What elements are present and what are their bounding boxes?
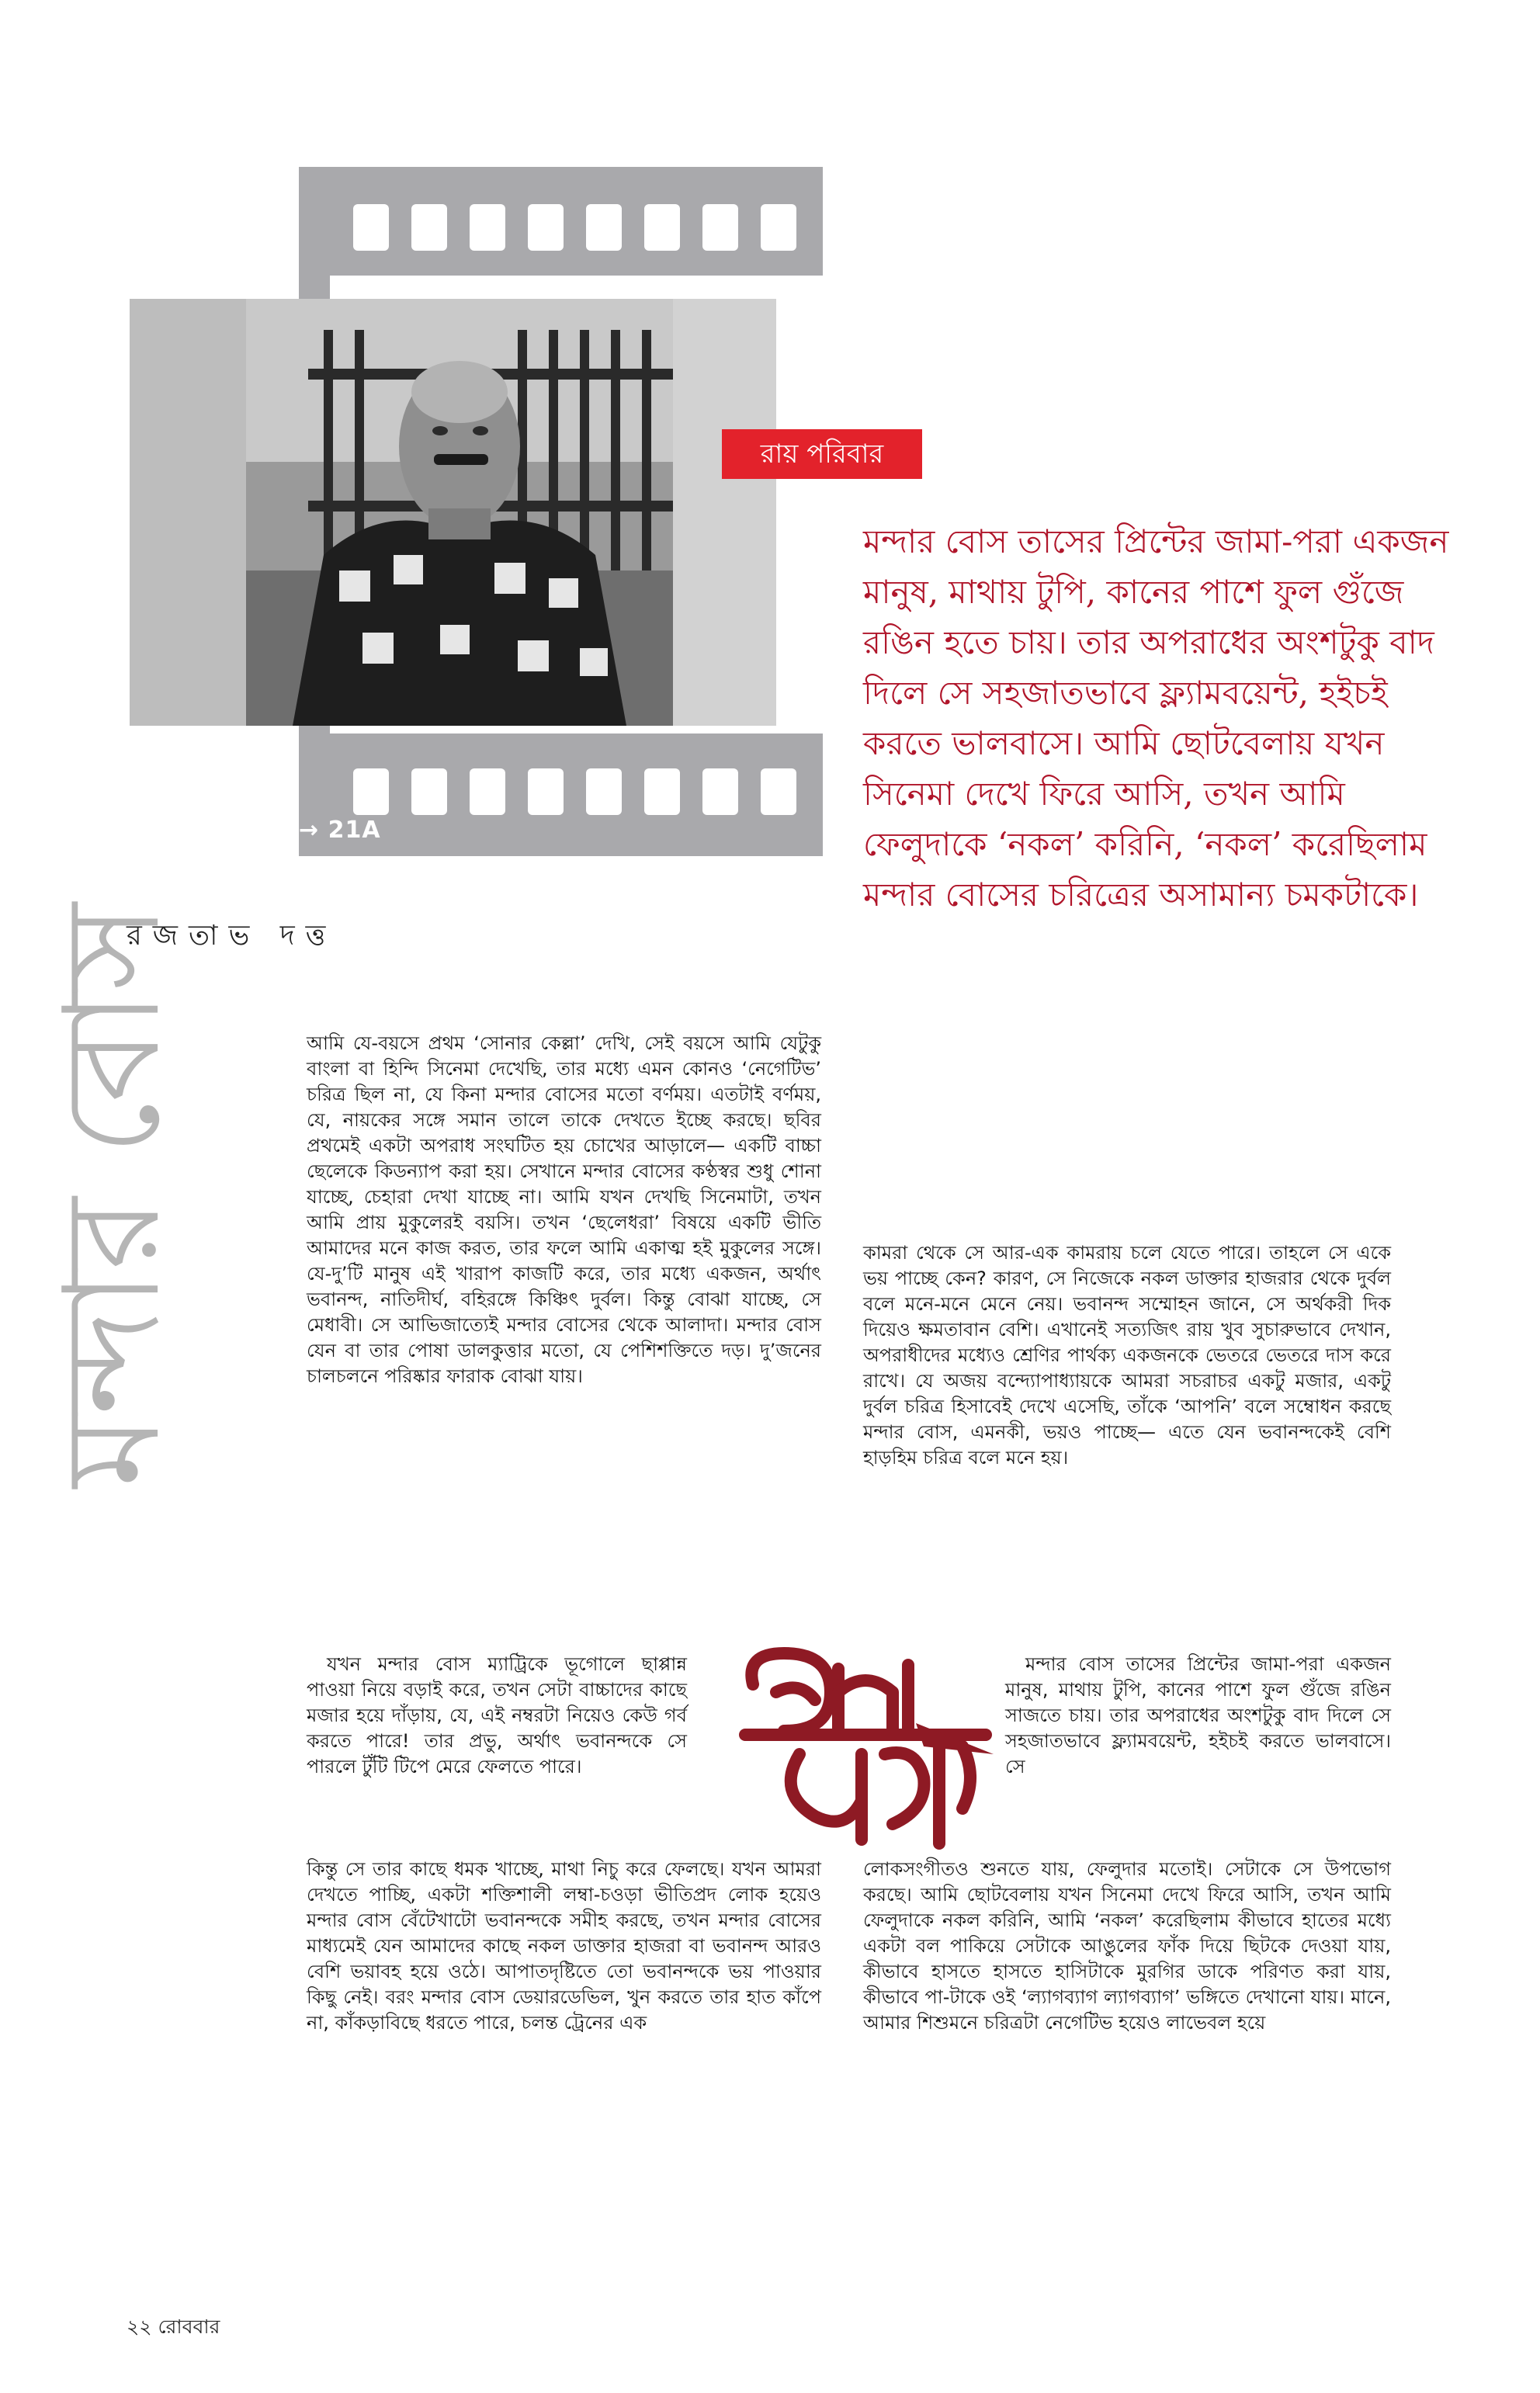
pull-quote: মন্দার বোস তাসের প্রিন্টের জামা-পরা একজন মানুষ, মাথায় টুপি, কানের পাশে ফুল গুঁজে রঙিন হতে চায়। তার অপরাধের অংশটুকু বাদ দিলে সে সহজাতভাবে ফ্ল্যামবয়েন্ট, হইচই করতে ভালবাসে। আমি ছোটবেলায় যখন সিনেমা দেখে ফিরে আসি, তখন আমি ফেলুদাকে ‘নকল’ করিনি, ‘নকল’ করেছিলাম মন্দার বোসের চরিত্রের অসামান্য চমকটাকে।: [863, 522, 1449, 914]
body-column-left-middle: [307, 1652, 687, 1780]
film-sprocket: [470, 204, 505, 251]
film-sprocket: [528, 204, 564, 251]
author-byline: রজতাভ দত্ত: [127, 920, 337, 952]
film-sprocket: [411, 204, 447, 251]
film-sprocket: [644, 204, 680, 251]
page-folio: ২২ রোববার: [127, 2315, 220, 2338]
film-sprocket: [586, 204, 622, 251]
article-title: মন্দার বোস: [36, 903, 189, 1488]
body-paragraph: মন্দার বোস তাসের প্রিন্টের জামা-পরা একজন মানুষ, মাথায় টুপি, কানের পাশে ফুল গুঁজে রঙিন সাজতে চায়। তার অপরাধের অংশটুকু বাদ দিলে সে সহজাতভাবে ফ্ল্যামবয়েন্ট, হইচই করতে ভালবাসে। সে: [1005, 1653, 1391, 1777]
film-sprocket: [353, 768, 389, 815]
film-sprocket: [761, 768, 796, 815]
body-column-right-middle: [1005, 1652, 1391, 1780]
sonar-kella-logo: [730, 1638, 1001, 1863]
section-tag: রায় পরিবার: [722, 429, 922, 479]
body-column-right-top: [863, 1240, 1391, 1471]
film-sprocket: [586, 768, 622, 815]
film-sprocket: [702, 768, 738, 815]
film-sprocket: [644, 768, 680, 815]
body-paragraph: কামরা থেকে সে আর-এক কামরায় চলে যেতে পারে। তাহলে সে একে ভয় পাচ্ছে কেন? কারণ, সে নিজেকে নকল ডাক্তার হাজরার থেকে দুর্বল বলে মনে-মনে মেনে নেয়। ভবানন্দ সম্মোহন জানে, সে অর্থকরী দিক দিয়েও ক্ষমতাবান বেশি। এখানেই সত্যজিৎ রায় খুব সুচারুভাবে দেখান, অপরাধীদের মধ্যেও শ্রেণির পার্থক্য একজনকে ভেতরে ভেতরে দাস করে রাখে। যে অজয় বন্দ্যোপাধ্যায়কে আমরা সচরাচর একটু মজার, একটু দুর্বল চরিত্র হিসাবেই দেখে এসেছি, তাঁকে ‘আপনি’ বলে সম্বোধন করছে মন্দার বোস, এমনকী, ভয়ও পাচ্ছে— এতে যেন ভবানন্দকেই বেশি হাড়হিম চরিত্র বলে মনে হয়।: [863, 1242, 1391, 1469]
actor-photo-image: [130, 299, 776, 726]
film-sprocket: [470, 768, 505, 815]
body-column-left-bottom: [307, 1857, 821, 2036]
body-column-right-bottom: [863, 1857, 1391, 2036]
film-sprocket: [411, 768, 447, 815]
actor-photo: [130, 299, 776, 726]
body-paragraph: কিন্তু সে তার কাছে ধমক খাচ্ছে, মাথা নিচু করে ফেলছে। যখন আমরা দেখতে পাচ্ছি, একটা শক্তিশালী লম্বা-চওড়া ভীতিপ্রদ লোক হয়েও মন্দার বোস বেঁটেখাটো ভবানন্দকে সমীহ করছে, তখন মন্দার বোসের মাধ্যমেই যেন আমাদের কাছে নকল ডাক্তার হাজরা বা ভবানন্দ আরও বেশি ভয়াবহ হয়ে ওঠে। আপাতদৃষ্টিতে তো ভবানন্দকে ভয় পাওয়ার কিছু নেই। বরং মন্দার বোস ডেয়ারডেভিল, খুন করতে তার হাত কাঁপে না, কাঁকড়াবিছে ধরতে পারে, চলন্ত ট্রেনের এক: [307, 1858, 821, 2034]
body-paragraph: আমি যে-বয়সে প্রথম ‘সোনার কেল্লা’ দেখি, সেই বয়সে আমি যেটুকু বাংলা বা হিন্দি সিনেমা দেখেছি, তার মধ্যে এমন কোনও ‘নেগেটিভ’ চরিত্র ছিল না, যে কিনা মন্দার বোসের মতো বর্ণময়। এতটাই বর্ণময়, যে, নায়কের সঙ্গে সমান তালে তাকে দেখতে ইচ্ছে করছে। ছবির প্রথমেই একটা অপরাধ সংঘটিত হয় চোখের আড়ালে— একটি বাচ্চা ছেলেকে কিডন্যাপ করা হয়। সেখানে মন্দার বোসের কণ্ঠস্বর শুধু শোনা যাচ্ছে, চেহারা দেখা যাচ্ছে না। আমি যখন দেখছি সিনেমাটা, তখন আমি প্রায় মুকুলেরই বয়সি। তখন ‘ছেলেধরা’ বিষয়ে একটি ভীতি আমাদের মনে কাজ করত, তার ফলে আমি একাত্ম হই মুকুলের সঙ্গে। যে-দু’টি মানুষ এই খারাপ কাজটি করে, তার মধ্যে একজন, অর্থাৎ ভবানন্দ, নাতিদীর্ঘ, বহিরঙ্গে কিঞ্চিৎ দুর্বল। কিন্তু বোঝা যাচ্ছে, সে মেধাবী। সে আভিজাত্যেই মন্দার বোসের থেকে আলাদা। মন্দার বোস যেন বা তার পোষা ডালকুত্তার মতো, যে পেশিশক্তিতে দড়। দু’জনের চালচলনে পরিষ্কার ফারাক বোঝা যায়।: [307, 1032, 821, 1387]
body-column-left-top: [307, 1031, 821, 1389]
body-paragraph: যখন মন্দার বোস ম্যাট্রিকে ভূগোলে ছাপ্পান্ন পাওয়া নিয়ে বড়াই করে, তখন সেটা বাচ্চাদের কাছে মজার হয়ে দাঁড়ায়, যে, এই নম্বরটা নিয়েও কেউ গর্ব করতে পারে! তার প্রভু, অর্থাৎ ভবানন্দকে সে পারলে টুঁটি টিপে মেরে ফেলতে পারে।: [307, 1653, 687, 1777]
film-frame-number: → 21A: [299, 817, 381, 844]
film-sprocket: [528, 768, 564, 815]
film-sprocket: [353, 204, 389, 251]
film-sprocket: [702, 204, 738, 251]
body-paragraph: লোকসংগীতও শুনতে যায়, ফেলুদার মতোই। সেটাকে সে উপভোগ করছে। আমি ছোটবেলায় যখন সিনেমা দেখে ফিরে আসি, তখন আমি ফেলুদাকে নকল করিনি, আমি ‘নকল’ করেছিলাম কীভাবে হাতের মধ্যে একটা বল পাকিয়ে সেটাকে আঙুলের ফাঁক দিয়ে ছিটকে দেওয়া যায়, কীভাবে হাসতে হাসতে হাসিটাকে মুরগির ডাকে পরিণত করা যায়, কীভাবে পা-টাকে ওই ‘ল্যাগব্যাগ ল্যাগব্যাগ’ ভঙ্গিতে দেখানো যায়। মানে, আমার শিশুমনে চরিত্রটা নেগেটিভ হয়েও লাভেবল হয়ে: [863, 1858, 1391, 2034]
sonar-kella-logo-art: [730, 1638, 1001, 1863]
film-sprocket: [761, 204, 796, 251]
